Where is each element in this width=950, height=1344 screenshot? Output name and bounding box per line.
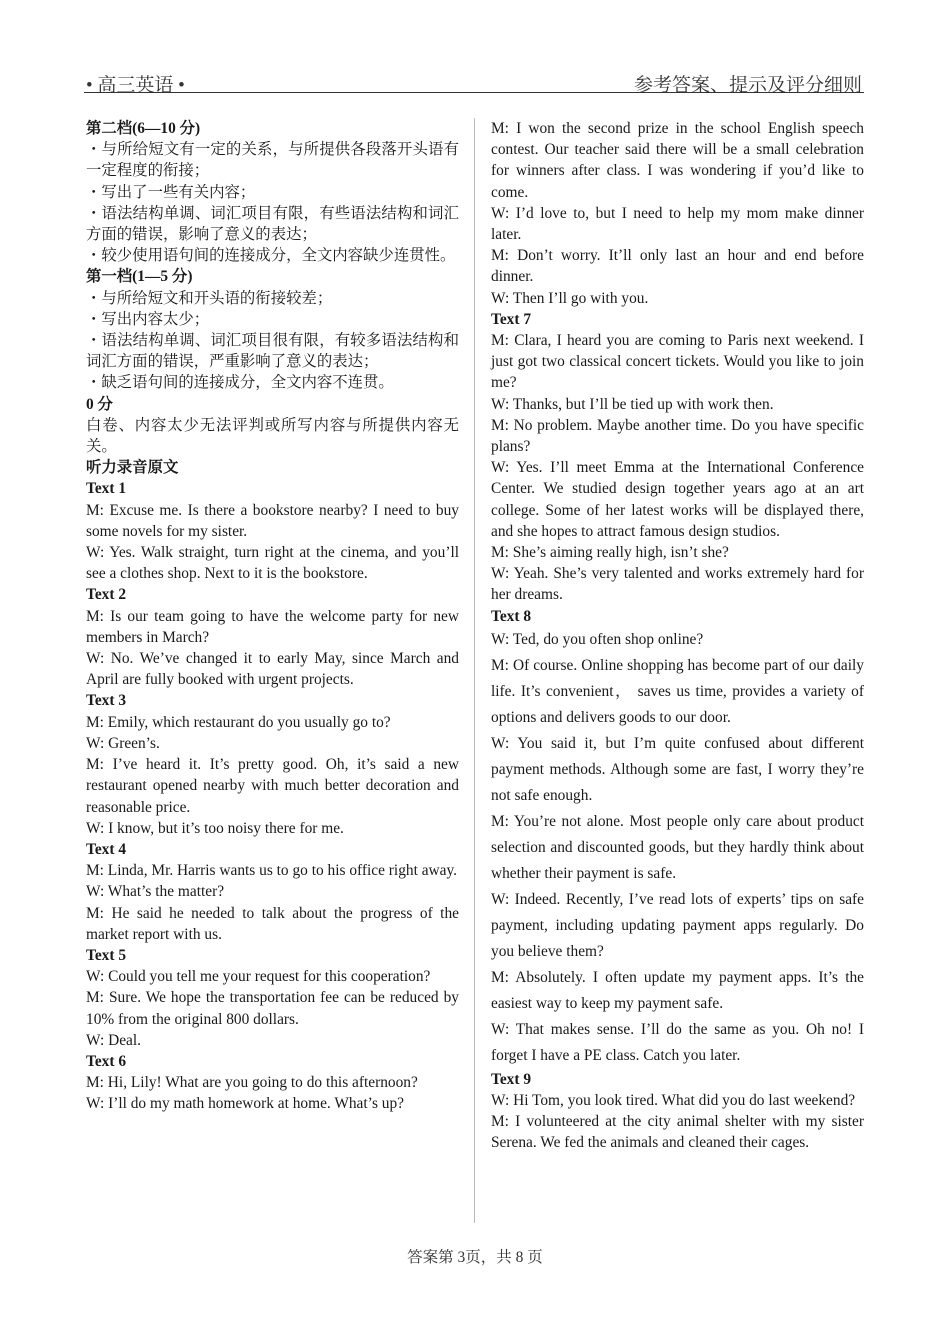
page-footer: 答案第 3页，共 8 页 bbox=[407, 1249, 543, 1266]
paragraph: W: I’ll do my math homework at home. What’s up? bbox=[86, 1095, 405, 1113]
paragraph: ・缺乏语句间的连接成分，全文内容不连贯。 bbox=[86, 374, 394, 392]
page-header bbox=[84, 70, 864, 96]
section-heading: Text 7 bbox=[491, 310, 532, 328]
left-column bbox=[86, 118, 459, 1115]
paragraph: M: I won the second prize in the school English speech contest. Our teacher said there will be a small celebration for winners after class. I was wondering if you’d like to come. bbox=[491, 120, 864, 201]
paragraph: W: Yes. Walk straight, turn right at the cinema, and you’ll see a clothes shop. Next to it is the bookstore. bbox=[86, 544, 459, 583]
paragraph: M: No problem. Maybe another time. Do you have specific plans? bbox=[491, 416, 864, 456]
section-heading: Text 3 bbox=[86, 692, 127, 710]
paragraph: M: You’re not alone. Most people only care about product selection and discounted goods, but they hardly think about whether their payment is safe. bbox=[491, 812, 864, 882]
paragraph: ・较少使用语句间的连接成分，全文内容缺少连贯性。 bbox=[86, 247, 456, 265]
paragraph: M: Absolutely. I often update my payment apps. It’s the easiest way to keep my payment safe. bbox=[491, 968, 864, 1012]
section-heading: 听力录音原文 bbox=[86, 459, 179, 477]
paragraph: W: Ted, do you often shop online? bbox=[491, 630, 704, 648]
paragraph: M: She’s aiming really high, isn’t she? bbox=[491, 544, 729, 562]
paragraph: W: Thanks, but I’ll be tied up with work then. bbox=[491, 395, 774, 413]
paragraph: M: I’ve heard it. It’s pretty good. Oh, it’s said a new restaurant opened nearby with much better decoration and reasonable price. bbox=[86, 756, 459, 816]
paragraph: M: Is our team going to have the welcome party for new members in March? bbox=[86, 607, 459, 646]
paragraph: M: Excuse me. Is there a bookstore nearby? I need to buy some novels for my sister. bbox=[86, 501, 459, 540]
section-heading: 0 分 bbox=[86, 395, 113, 413]
section-heading: Text 5 bbox=[86, 946, 127, 964]
paragraph: W: Deal. bbox=[86, 1031, 141, 1049]
paragraph: W: Green’s. bbox=[86, 734, 160, 752]
paragraph: M: Linda, Mr. Harris wants us to go to his office right away. bbox=[86, 862, 458, 880]
paragraph: M: Clara, I heard you are coming to Paris next weekend. I just got two classical concert tickets. Would you like to join me? bbox=[491, 332, 864, 392]
paragraph: W: You said it, but I’m quite confused about different payment methods. Although some are fast, I worry they’re not safe enough. bbox=[491, 734, 864, 804]
section-heading: Text 4 bbox=[86, 840, 127, 858]
paragraph: ・与所给短文有一定的关系，与所提供各段落开头语有一定程度的衔接； bbox=[86, 141, 459, 180]
section-heading: Text 9 bbox=[491, 1070, 532, 1088]
paragraph: W: Indeed. Recently, I’ve read lots of experts’ tips on safe payment, including updating payment apps regularly. Do you believe them? bbox=[491, 890, 864, 960]
section-heading: 第二档(6—10 分) bbox=[86, 120, 201, 137]
section-heading: Text 8 bbox=[491, 607, 532, 625]
section-heading: Text 2 bbox=[86, 586, 127, 604]
paragraph: M: Sure. We hope the transportation fee can be reduced by 10% from the original 800 dollars. bbox=[86, 989, 459, 1028]
paragraph: W: Could you tell me your request for this cooperation? bbox=[86, 968, 431, 986]
paragraph: 白卷、内容太少无法评判或所写内容与所提供内容无关。 bbox=[86, 416, 459, 456]
section-heading: Text 1 bbox=[86, 480, 127, 498]
section-heading: 第一档(1—5 分) bbox=[86, 268, 193, 286]
column-divider bbox=[474, 118, 475, 1223]
header-subject: • 高三英语 • bbox=[86, 75, 185, 96]
section-heading: Text 6 bbox=[86, 1052, 127, 1070]
paragraph: M: Don’t worry. It’ll only last an hour and end before dinner. bbox=[491, 247, 864, 286]
paragraph: ・写出了一些有关内容； bbox=[86, 183, 256, 201]
right-column bbox=[491, 118, 864, 1154]
paragraph: W: Hi Tom, you look tired. What did you do last weekend? bbox=[491, 1092, 856, 1110]
paragraph: W: I’d love to, but I need to help my mom make dinner later. bbox=[491, 204, 864, 244]
header-title: 参考答案、提示及评分细则 bbox=[633, 75, 862, 96]
paragraph: ・写出内容太少； bbox=[86, 310, 210, 328]
paragraph: M: Of course. Online shopping has become part of our daily life. It’s convenient， saves us time, provides a variety of options and delivers goods to our door. bbox=[491, 656, 864, 726]
paragraph: ・语法结构单调、词汇项目有限，有些语法结构和词汇方面的错误，影响了意义的表达； bbox=[86, 204, 459, 244]
paragraph: M: Emily, which restaurant do you usually go to? bbox=[86, 713, 391, 731]
paragraph: W: That makes sense. I’ll do the same as you. Oh no! I forget I have a PE class. Catch you later. bbox=[491, 1020, 864, 1064]
paragraph: ・语法结构单调、词汇项目很有限，有较多语法结构和词汇方面的错误，严重影响了意义的表达； bbox=[86, 332, 459, 371]
paragraph: M: Hi, Lily! What are you going to do this afternoon? bbox=[86, 1074, 418, 1092]
paragraph: W: No. We’ve changed it to early May, since March and April are fully booked with urgent projects. bbox=[86, 650, 459, 689]
paragraph: W: Then I’ll go with you. bbox=[491, 289, 649, 307]
paragraph: ・与所给短文和开头语的衔接较差； bbox=[86, 289, 333, 307]
paragraph: W: Yeah. She’s very talented and works extremely hard for her dreams. bbox=[491, 565, 864, 604]
paragraph: M: I volunteered at the city animal shelter with my sister Serena. We fed the animals and cleaned their cages. bbox=[491, 1113, 864, 1152]
paragraph: M: He said he needed to talk about the progress of the market report with us. bbox=[86, 904, 459, 943]
paragraph: W: What’s the matter? bbox=[86, 883, 225, 901]
paragraph: W: I know, but it’s too noisy there for me. bbox=[86, 819, 344, 837]
paragraph: W: Yes. I’ll meet Emma at the International Conference Center. We studied design together years ago at an art college. Some of her latest works will be displayed there, and she hopes to attract famous design studios. bbox=[491, 459, 864, 540]
